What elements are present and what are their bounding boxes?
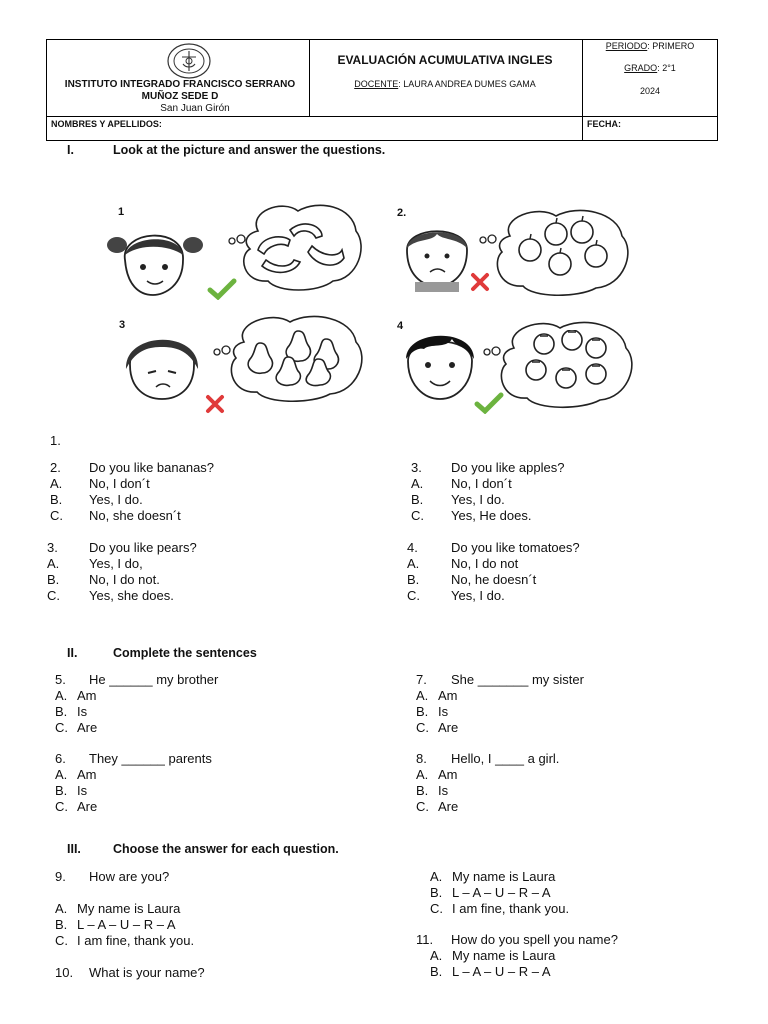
- section-3-title: Choose the answer for each question.: [113, 842, 339, 856]
- names-label: NOMBRES Y APELLIDOS:: [51, 119, 162, 129]
- header-divider: [46, 116, 718, 117]
- exam-title: EVALUACIÓN ACUMULATIVA INGLES: [337, 53, 553, 67]
- question-10-options: A. My name is Laura B. L – A – U – R – A C. I am fine, thank you.: [430, 869, 570, 916]
- school-seal-icon: [166, 42, 212, 80]
- school-city: San Juan Girón: [160, 103, 230, 114]
- apple-icon: [510, 212, 620, 282]
- question-8: 8. Hello, I ____ a girl. A. Am B. Is C. Are: [416, 751, 560, 814]
- year: 2024: [639, 86, 661, 96]
- section-3-number: III.: [67, 842, 81, 856]
- teacher-line: DOCENTE: LAURA ANDREA DUMES GAMA: [354, 79, 536, 89]
- section-2-number: II.: [67, 646, 78, 660]
- question-pears: 3. Do you like pears? A. Yes, I do, B. No, I do not. C. Yes, she does.: [47, 540, 197, 603]
- girl-face-icon: [118, 325, 208, 405]
- question-7: 7. She _______ my sister A. Am B. Is C. Are: [416, 672, 584, 735]
- period-line: PERIODO: PRIMERO: [605, 41, 695, 51]
- question-6: 6. They ______ parents A. Am B. Is C. Are: [55, 751, 212, 814]
- picture-number: 4: [397, 320, 404, 332]
- question-9: 9. How are you? A. My name is Laura B. L – A – U – R – A C. I am fine, thank you. 10. What is your name?: [55, 869, 205, 980]
- banana-icon: [252, 216, 347, 278]
- picture-number: 2.: [397, 207, 407, 219]
- school-name: INSTITUTO INTEGRADO FRANCISCO SERRANO MUÑOZ SEDE D: [64, 79, 296, 102]
- question-number: 1.: [50, 433, 61, 448]
- header-divider: [582, 39, 583, 141]
- question-bananas: 2. Do you like bananas? A. No, I don´t B. Yes, I do. C. No, she doesn´t: [50, 460, 215, 523]
- question-5: 5. He ______ my brother A. Am B. Is C. Are: [55, 672, 219, 735]
- section-1-title: Look at the picture and answer the questions.: [113, 143, 386, 157]
- section-2-title: Complete the sentences: [113, 646, 257, 660]
- picture-number: 3: [119, 319, 126, 331]
- girl-face-icon: [105, 215, 205, 300]
- grade-line: GRADO: 2°1: [624, 63, 676, 73]
- question-tomatoes: 4. Do you like tomatoes? A. No, I do not B. No, he doesn´t C. Yes, I do.: [407, 540, 580, 603]
- boy-face-icon: [397, 220, 477, 292]
- boy-face-icon: [400, 325, 480, 405]
- tomato-icon: [520, 330, 615, 392]
- date-label: FECHA:: [587, 119, 621, 129]
- section-1-number: I.: [67, 143, 74, 157]
- picture-number: 1: [118, 206, 125, 218]
- question-apples: 3. Do you like apples? A. No, I don´t B. Yes, I do. C. Yes, He does.: [411, 460, 565, 523]
- question-11: 11. How do you spell you name? A. My name is Laura B. L – A – U – R – A: [416, 932, 618, 979]
- pear-icon: [240, 325, 350, 387]
